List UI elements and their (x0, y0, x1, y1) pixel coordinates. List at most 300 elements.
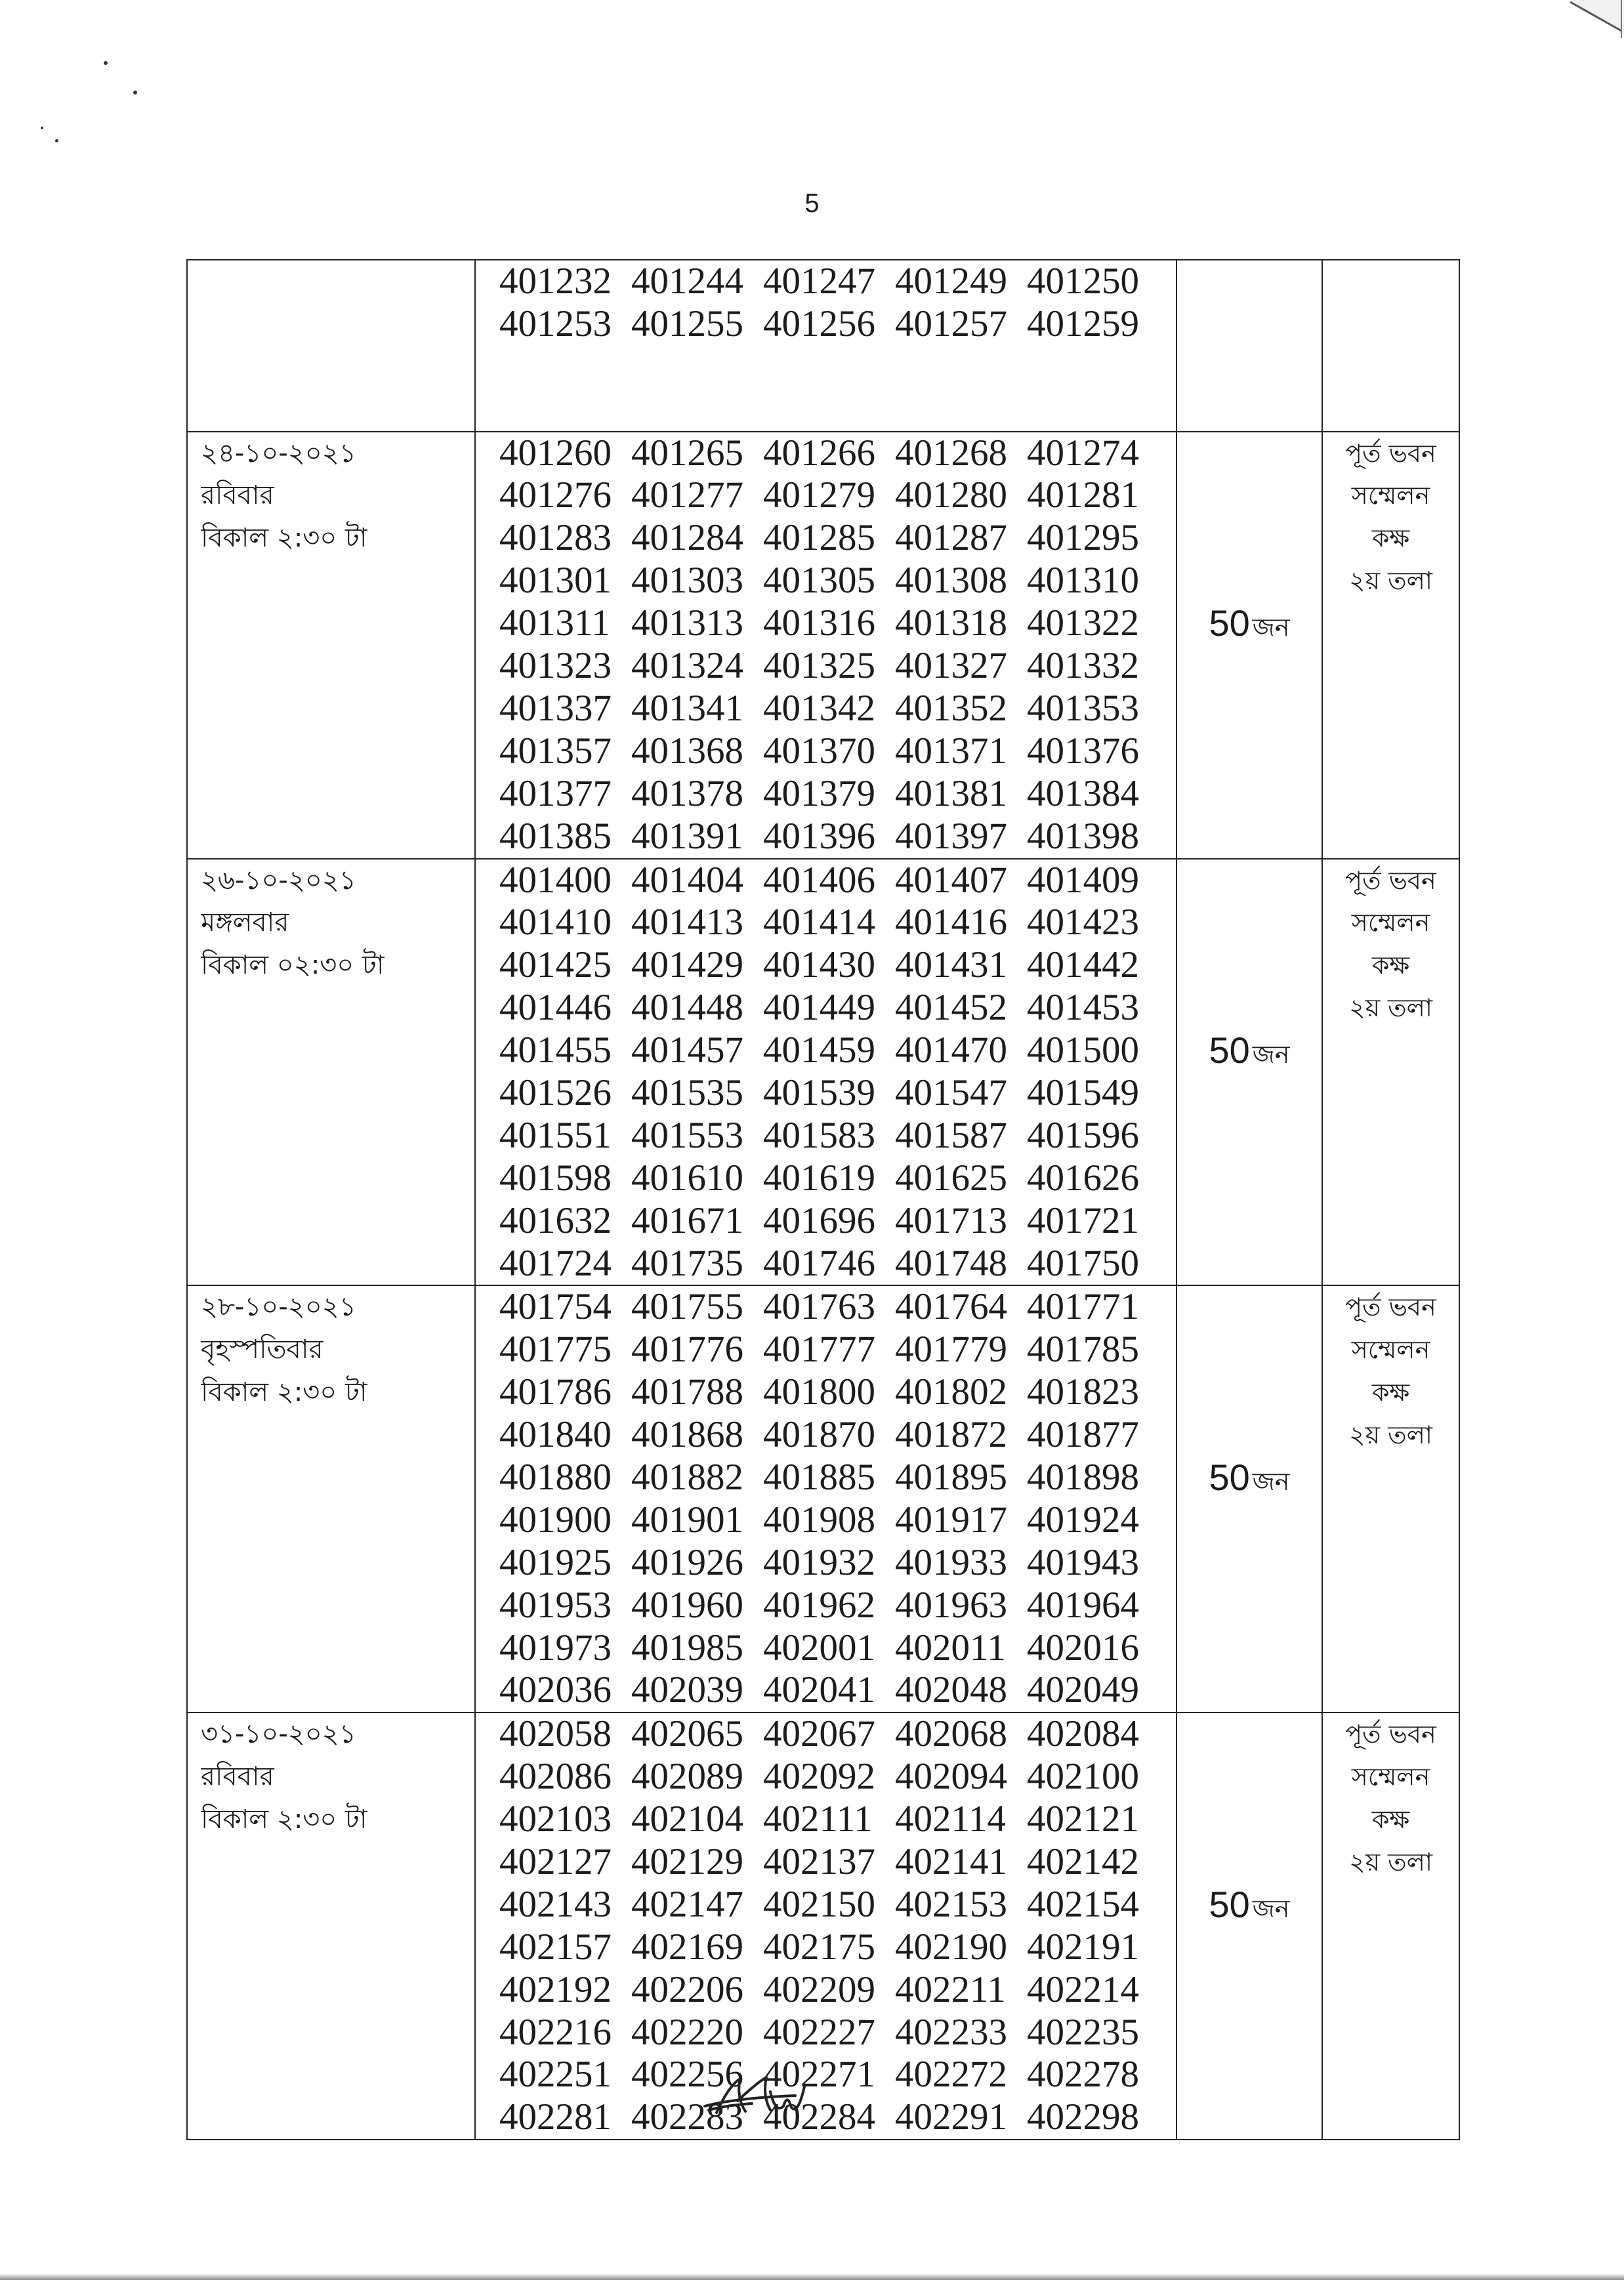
roll-number: 401301 (499, 560, 612, 602)
roll-number: 401551 (499, 1114, 612, 1156)
roll-number: 401377 (499, 772, 612, 814)
roll-number: 401376 (1027, 730, 1139, 772)
roll-row (499, 1329, 1176, 1371)
roll-number: 401870 (763, 1414, 875, 1456)
venue-line: ২য় তলা (1348, 993, 1433, 1023)
roll-number: 402291 (895, 2096, 1007, 2138)
roll-number: 401535 (631, 1071, 743, 1113)
roll-number: 401526 (499, 1071, 612, 1113)
date-time-cell (188, 260, 474, 431)
roll-number: 402209 (763, 1968, 875, 2010)
roll-number: 401455 (499, 1029, 612, 1071)
roll-number: 401973 (499, 1627, 612, 1669)
roll-number: 401400 (499, 859, 612, 901)
roll-number: 401253 (499, 302, 612, 344)
roll-number: 402001 (763, 1627, 875, 1669)
roll-number: 401295 (1027, 517, 1139, 559)
scan-speck (41, 127, 43, 129)
roll-row (499, 432, 1176, 475)
roll-number: 401943 (1027, 1541, 1139, 1583)
roll-number: 402058 (499, 1713, 612, 1755)
roll-number: 401371 (895, 730, 1007, 772)
roll-number: 401313 (631, 602, 743, 644)
roll-number: 401404 (631, 859, 743, 901)
venue-line: কক্ষ (1371, 524, 1410, 553)
roll-number: 401256 (763, 302, 875, 344)
roll-number: 401610 (631, 1157, 743, 1199)
roll-number: 401279 (763, 474, 875, 516)
roll-number: 401413 (631, 902, 743, 943)
roll-number: 401788 (631, 1371, 743, 1413)
roll-number: 401882 (631, 1456, 743, 1498)
roll-row (499, 902, 1176, 944)
roll-number: 402086 (499, 1756, 612, 1798)
roll-number: 402216 (499, 2011, 612, 2053)
venue-cell (1322, 260, 1459, 431)
roll-number: 401276 (499, 474, 612, 516)
roll-number: 401325 (763, 645, 875, 687)
roll-number: 401305 (763, 560, 875, 602)
roll-number: 401953 (499, 1584, 612, 1626)
venue-line: কক্ষ (1371, 951, 1410, 980)
roll-number: 401327 (895, 645, 1007, 687)
roll-row (499, 944, 1176, 987)
roll-number: 402283 (631, 2096, 743, 2138)
venue-line: ২য় তলা (1348, 1420, 1433, 1450)
page-corner-fold (1565, 0, 1624, 39)
venue-line: কক্ষ (1371, 1378, 1410, 1407)
roll-number: 402272 (895, 2054, 1007, 2096)
candidate-count-value: 50 (1209, 1029, 1250, 1071)
roll-number: 401379 (763, 772, 875, 814)
roll-number: 401964 (1027, 1584, 1139, 1626)
roll-number: 401671 (631, 1199, 743, 1241)
roll-number: 402036 (499, 1669, 612, 1711)
schedule-group (188, 858, 1459, 1285)
roll-number: 401632 (499, 1199, 612, 1241)
roll-row (499, 602, 1176, 645)
scan-bottom-edge (0, 2273, 1624, 2280)
roll-number: 401425 (499, 944, 612, 986)
roll-row (499, 1115, 1176, 1157)
roll-number: 401625 (895, 1157, 1007, 1199)
roll-number: 401284 (631, 517, 743, 559)
roll-row (499, 2054, 1176, 2096)
roll-number: 402121 (1027, 1798, 1139, 1840)
roll-number: 401932 (763, 1541, 875, 1583)
exam-day: মঙ্গলবার (201, 907, 289, 938)
roll-number: 401596 (1027, 1114, 1139, 1156)
roll-number: 402214 (1027, 1968, 1139, 2010)
roll-number: 401310 (1027, 560, 1139, 602)
roll-number: 401398 (1027, 815, 1139, 857)
roll-number: 402127 (499, 1840, 612, 1882)
roll-number: 401917 (895, 1499, 1007, 1541)
roll-number: 401547 (895, 1071, 1007, 1113)
exam-day: রবিবার (201, 480, 274, 511)
roll-number: 401303 (631, 560, 743, 602)
roll-number: 401785 (1027, 1329, 1139, 1371)
roll-number: 402092 (763, 1756, 875, 1798)
roll-number: 401696 (763, 1199, 875, 1241)
roll-number: 402089 (631, 1756, 743, 1798)
roll-number: 401255 (631, 302, 743, 344)
venue-line: পূর্ত ভবন (1345, 1720, 1436, 1749)
roll-number: 401409 (1027, 859, 1139, 901)
roll-number: 401750 (1027, 1242, 1139, 1284)
candidate-count-cell (1176, 432, 1322, 858)
roll-number: 401933 (895, 1541, 1007, 1583)
roll-number: 401452 (895, 987, 1007, 1029)
candidate-count-cell (1176, 260, 1322, 431)
roll-number: 401396 (763, 815, 875, 857)
roll-number: 401429 (631, 944, 743, 986)
roll-number: 401431 (895, 944, 1007, 986)
roll-number: 401416 (895, 902, 1007, 943)
schedule-group (188, 431, 1459, 858)
roll-number: 401549 (1027, 1071, 1139, 1113)
roll-number: 401962 (763, 1584, 875, 1626)
roll-number: 401384 (1027, 772, 1139, 814)
exam-day: বৃহস্পতিবার (201, 1335, 323, 1365)
roll-number: 401779 (895, 1329, 1007, 1371)
candidate-count (1177, 1884, 1322, 1926)
roll-number: 401266 (763, 432, 875, 474)
candidate-count-unit: জন (1252, 1467, 1290, 1496)
roll-number: 402278 (1027, 2054, 1139, 2096)
roll-number: 401268 (895, 432, 1007, 474)
venue-cell (1322, 432, 1459, 858)
roll-number: 401802 (895, 1371, 1007, 1413)
roll-row (499, 474, 1176, 517)
roll-number: 402192 (499, 1968, 612, 2010)
roll-number: 401308 (895, 560, 1007, 602)
roll-number: 401453 (1027, 987, 1139, 1029)
roll-number: 401724 (499, 1242, 612, 1284)
exam-date: ২৪-১০-২০২১ (201, 438, 356, 468)
roll-number: 402111 (763, 1798, 873, 1840)
roll-number: 401381 (895, 772, 1007, 814)
roll-number: 401442 (1027, 944, 1139, 986)
roll-number: 402233 (895, 2011, 1007, 2053)
roll-number: 402147 (631, 1883, 743, 1925)
roll-number: 401283 (499, 517, 612, 559)
roll-number: 401257 (895, 302, 1007, 344)
roll-number: 401353 (1027, 687, 1139, 729)
candidate-count-unit: জন (1252, 613, 1290, 642)
candidate-count (1177, 1029, 1322, 1072)
roll-number: 401449 (763, 987, 875, 1029)
roll-number: 401406 (763, 859, 875, 901)
roll-number: 402103 (499, 1798, 612, 1840)
venue-cell (1322, 1713, 1459, 2139)
roll-number: 402154 (1027, 1883, 1139, 1925)
roll-row (499, 1969, 1176, 2012)
roll-number: 401985 (631, 1627, 743, 1669)
roll-number: 401378 (631, 772, 743, 814)
exam-time: বিকাল ২:৩০ টা (201, 1377, 367, 1408)
candidate-count-value: 50 (1209, 1457, 1250, 1498)
exam-date: ২৬-১০-২০২১ (201, 865, 356, 896)
venue-line: সম্মেলন (1351, 481, 1430, 510)
roll-number: 401341 (631, 687, 743, 729)
roll-number: 402065 (631, 1713, 743, 1755)
roll-number: 402227 (763, 2011, 875, 2053)
roll-row (499, 1627, 1176, 1670)
roll-number: 401448 (631, 987, 743, 1029)
candidate-count (1177, 602, 1322, 645)
roll-numbers-cell (474, 260, 1176, 431)
roll-number: 401311 (499, 602, 610, 644)
roll-number: 402104 (631, 1798, 743, 1840)
roll-number: 401539 (763, 1071, 875, 1113)
roll-number: 401316 (763, 602, 875, 644)
roll-numbers-cell (474, 432, 1176, 858)
roll-row (499, 1029, 1176, 1072)
roll-row (499, 1457, 1176, 1499)
roll-number: 402191 (1027, 1926, 1139, 1968)
roll-number: 401318 (895, 602, 1007, 644)
roll-number: 402141 (895, 1840, 1007, 1882)
roll-row (499, 1072, 1176, 1115)
roll-number: 402157 (499, 1926, 612, 1968)
roll-number: 401446 (499, 987, 612, 1029)
roll-number: 401800 (763, 1371, 875, 1413)
roll-number: 402011 (895, 1627, 1006, 1669)
roll-number: 401880 (499, 1456, 612, 1498)
roll-row (499, 1585, 1176, 1627)
exam-day: রবিবার (201, 1762, 274, 1793)
roll-number: 401280 (895, 474, 1007, 516)
exam-time: বিকাল ২:৩০ টা (201, 1804, 367, 1835)
roll-row (499, 1669, 1176, 1712)
date-time-cell (188, 1286, 474, 1712)
candidate-count-unit: জন (1252, 1894, 1290, 1923)
roll-number: 401277 (631, 474, 743, 516)
roll-row (499, 1884, 1176, 1926)
roll-row (499, 1798, 1176, 1841)
date-time-cell (188, 1713, 474, 2139)
roll-number: 401898 (1027, 1456, 1139, 1498)
candidate-count-value: 50 (1209, 602, 1250, 644)
venue-line: ২য় তলা (1348, 1847, 1433, 1876)
roll-row (499, 1756, 1176, 1798)
signature (697, 2067, 828, 2126)
roll-number: 401285 (763, 517, 875, 559)
date-time-cell (188, 860, 474, 1285)
roll-number: 401247 (763, 260, 875, 302)
exam-time: বিকাল ০২:৩০ টা (201, 950, 385, 981)
roll-number: 401368 (631, 730, 743, 772)
roll-number: 401249 (895, 260, 1007, 302)
roll-row (499, 1841, 1176, 1884)
roll-number: 401259 (1027, 302, 1139, 344)
roll-number: 401281 (1027, 474, 1139, 516)
roll-number: 401232 (499, 260, 612, 302)
roll-number: 402150 (763, 1883, 875, 1925)
roll-row (499, 1414, 1176, 1457)
roll-number: 401391 (631, 815, 743, 857)
roll-number: 401470 (895, 1029, 1007, 1071)
page-number: 5 (804, 189, 820, 218)
roll-number: 401721 (1027, 1199, 1139, 1241)
roll-number: 402175 (763, 1926, 875, 1968)
venue-line: সম্মেলন (1351, 1762, 1430, 1792)
roll-row (499, 688, 1176, 730)
roll-number: 401457 (631, 1029, 743, 1071)
roll-number: 401748 (895, 1242, 1007, 1284)
venue-line: সম্মেলন (1351, 908, 1430, 938)
roll-number: 401755 (631, 1286, 743, 1328)
schedule-group (188, 260, 1459, 431)
roll-row (499, 1243, 1176, 1285)
roll-number: 401775 (499, 1329, 612, 1371)
roll-number: 402100 (1027, 1756, 1139, 1798)
roll-row (499, 260, 1176, 303)
roll-number: 401619 (763, 1157, 875, 1199)
roll-number: 401430 (763, 944, 875, 986)
roll-number: 401397 (895, 815, 1007, 857)
venue-line: কক্ষ (1371, 1805, 1410, 1834)
roll-number: 401926 (631, 1541, 743, 1583)
scan-speck (133, 91, 137, 94)
venue-line: ২য় তলা (1348, 566, 1433, 596)
scan-speck (104, 61, 108, 65)
exam-date: ৩১-১০-২০২১ (201, 1719, 356, 1750)
roll-row (499, 1200, 1176, 1243)
roll-number: 401598 (499, 1157, 612, 1199)
roll-number: 401410 (499, 902, 612, 943)
roll-number: 401764 (895, 1286, 1007, 1328)
roll-number: 401407 (895, 859, 1007, 901)
roll-number: 401357 (499, 730, 612, 772)
roll-number: 401323 (499, 645, 612, 687)
roll-number: 402298 (1027, 2096, 1139, 2138)
candidate-count-value: 50 (1209, 1883, 1250, 1925)
roll-number: 402206 (631, 1968, 743, 2010)
roll-number: 401250 (1027, 260, 1139, 302)
venue-line: পূর্ত ভবন (1345, 438, 1436, 468)
roll-number: 401771 (1027, 1286, 1139, 1328)
candidate-count (1177, 1457, 1322, 1499)
roll-number: 401370 (763, 730, 875, 772)
roll-number: 401777 (763, 1329, 875, 1371)
roll-row (499, 860, 1176, 902)
roll-number: 401553 (631, 1114, 743, 1156)
roll-number: 401423 (1027, 902, 1139, 943)
roll-number: 401908 (763, 1499, 875, 1541)
roll-number: 401924 (1027, 1499, 1139, 1541)
roll-number: 402094 (895, 1756, 1007, 1798)
roll-number: 401324 (631, 645, 743, 687)
roll-number: 401763 (763, 1286, 875, 1328)
roll-number: 401901 (631, 1499, 743, 1541)
roll-number: 402284 (763, 2096, 875, 2138)
roll-row (499, 1926, 1176, 1969)
roll-number: 401786 (499, 1371, 612, 1413)
roll-row (499, 1157, 1176, 1200)
roll-number: 401746 (763, 1242, 875, 1284)
roll-number: 401587 (895, 1114, 1007, 1156)
scan-speck (55, 139, 58, 142)
candidate-count-cell (1176, 1713, 1322, 2139)
roll-number: 401877 (1027, 1414, 1139, 1456)
roll-number: 402041 (763, 1669, 875, 1711)
roll-row (499, 1499, 1176, 1542)
roll-number: 401583 (763, 1114, 875, 1156)
roll-number: 402049 (1027, 1669, 1139, 1711)
roll-number: 401322 (1027, 602, 1139, 644)
roll-number: 402220 (631, 2011, 743, 2053)
roll-row (499, 1286, 1176, 1329)
roll-row (499, 773, 1176, 816)
roll-number: 402084 (1027, 1713, 1139, 1755)
roll-row (499, 1542, 1176, 1585)
roll-number: 402142 (1027, 1840, 1139, 1882)
roll-row (499, 645, 1176, 688)
roll-numbers-cell (474, 1286, 1176, 1712)
roll-number: 401414 (763, 902, 875, 943)
roll-number: 401265 (631, 432, 743, 474)
venue-cell (1322, 860, 1459, 1285)
roll-number: 402068 (895, 1713, 1007, 1755)
roll-number: 402129 (631, 1840, 743, 1882)
roll-number: 402067 (763, 1713, 875, 1755)
roll-number: 402137 (763, 1840, 875, 1882)
roll-number: 402169 (631, 1926, 743, 1968)
roll-number: 401260 (499, 432, 612, 474)
roll-number: 402281 (499, 2096, 612, 2138)
roll-row (499, 2096, 1176, 2139)
roll-number: 402048 (895, 1669, 1007, 1711)
roll-number: 401900 (499, 1499, 612, 1541)
roll-row (499, 1371, 1176, 1414)
roll-number: 401754 (499, 1286, 612, 1328)
roll-row (499, 730, 1176, 773)
roll-number: 402039 (631, 1669, 743, 1711)
candidate-count-cell (1176, 1286, 1322, 1712)
roll-number: 401244 (631, 260, 743, 302)
venue-cell (1322, 1286, 1459, 1712)
roll-number: 401735 (631, 1242, 743, 1284)
schedule-group (188, 1285, 1459, 1712)
roll-number: 401872 (895, 1414, 1007, 1456)
exam-time: বিকাল ২:৩০ টা (201, 523, 367, 554)
roll-number: 401960 (631, 1584, 743, 1626)
roll-number: 402190 (895, 1926, 1007, 1968)
roll-row (499, 816, 1176, 858)
venue-line: সম্মেলন (1351, 1335, 1430, 1365)
roll-number: 401925 (499, 1541, 612, 1583)
roll-number: 401337 (499, 687, 612, 729)
roll-number: 401342 (763, 687, 875, 729)
roll-row (499, 1713, 1176, 1756)
roll-number: 401840 (499, 1414, 612, 1456)
roll-number: 401287 (895, 517, 1007, 559)
roll-number: 402114 (895, 1798, 1006, 1840)
roll-number: 401868 (631, 1414, 743, 1456)
roll-number: 401352 (895, 687, 1007, 729)
venue-line: পূর্ত ভবন (1345, 1293, 1436, 1322)
roll-number: 401332 (1027, 645, 1139, 687)
roll-row (499, 2012, 1176, 2054)
venue-line: পূর্ত ভবন (1345, 865, 1436, 895)
roll-number: 401500 (1027, 1029, 1139, 1071)
roll-number: 401713 (895, 1199, 1007, 1241)
roll-number: 402153 (895, 1883, 1007, 1925)
roll-number: 401459 (763, 1029, 875, 1071)
schedule-table (186, 259, 1460, 2140)
